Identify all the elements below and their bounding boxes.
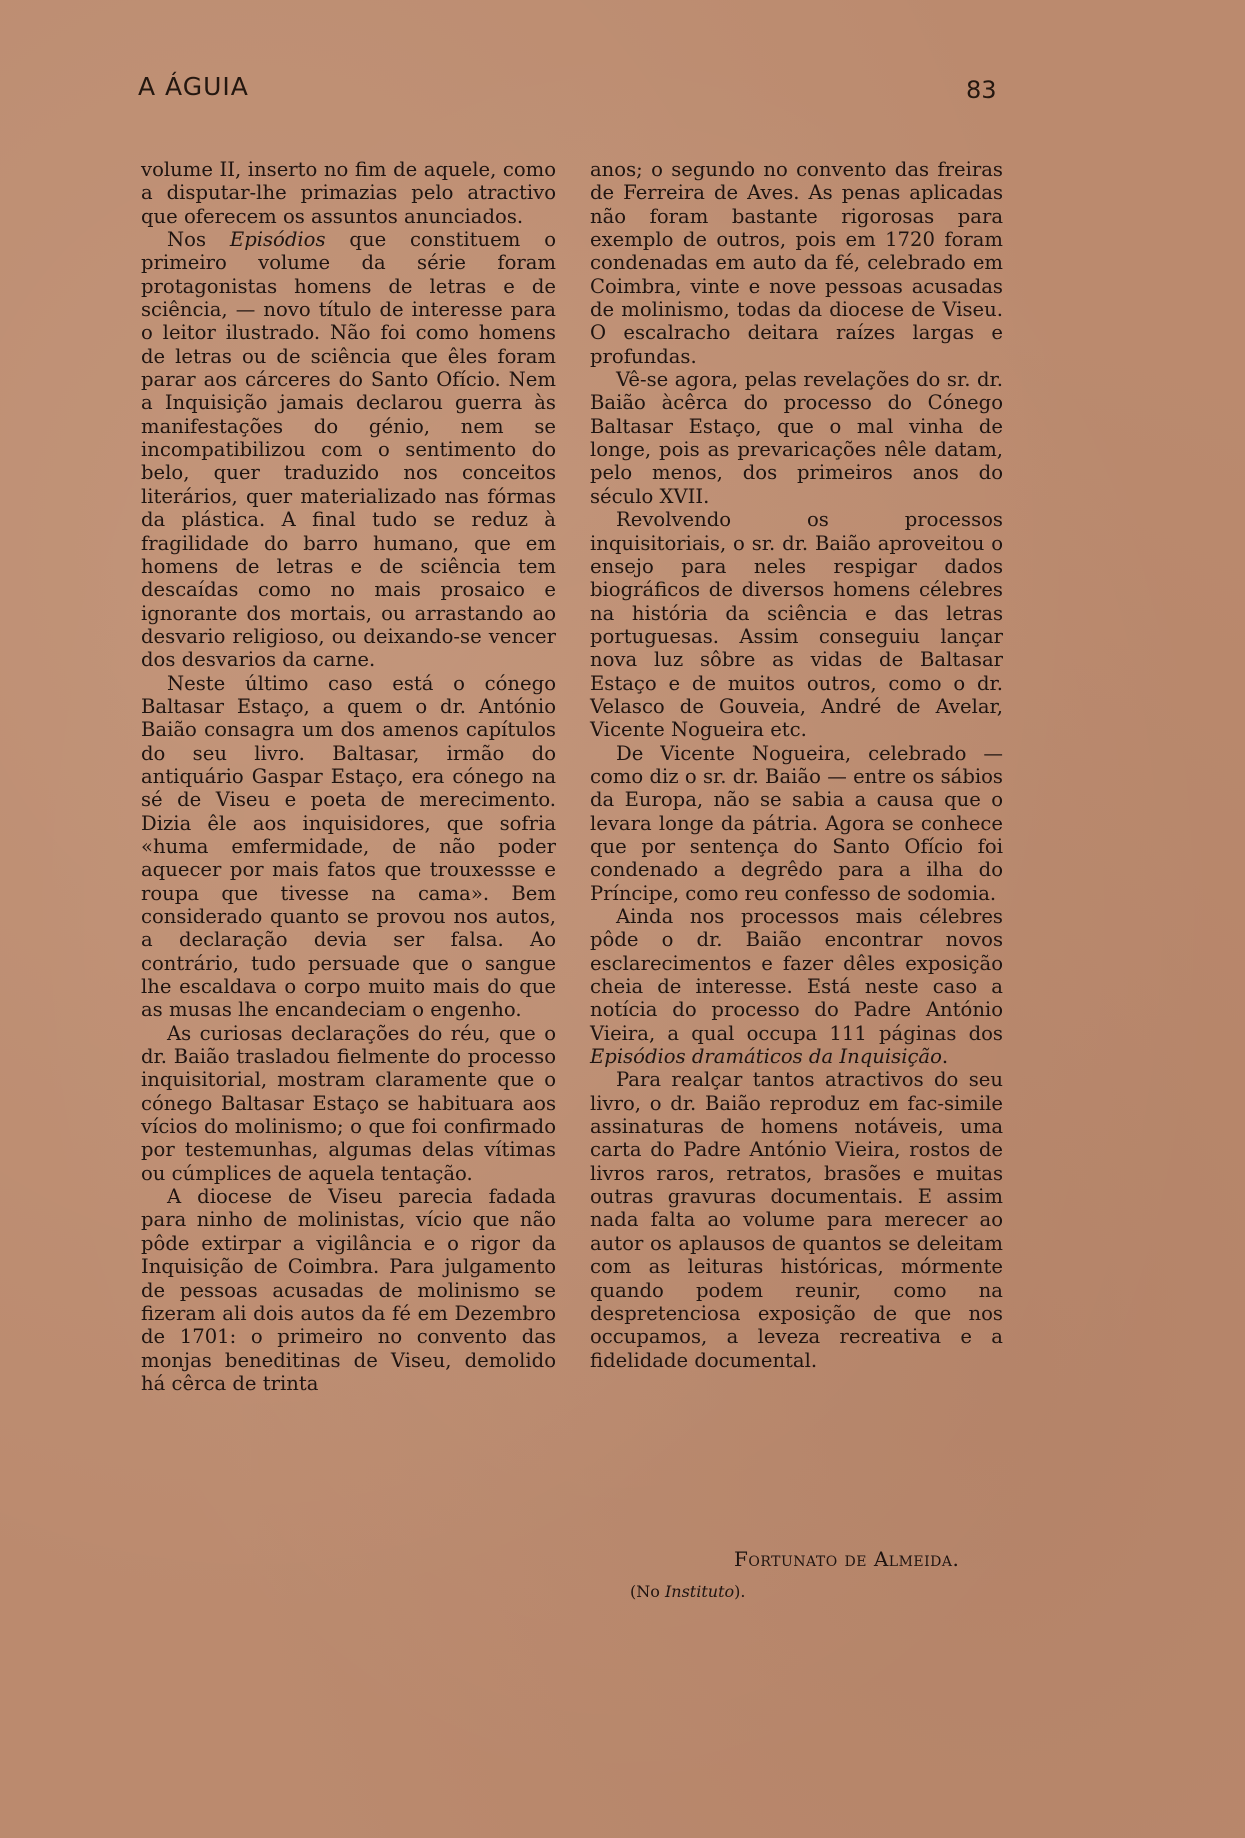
paragraph <box>141 1185 556 1395</box>
text-run: De Vicente Nogueira, celebrado — como diz o sr. dr. Baião — entre os sábios da Europa, não se sabia a causa que o levara longe da pátria. Agora se conhece que por sentença do Santo Ofício foi condenado a degrêdo para a ilha do Príncipe, como reu confesso de sodomia. <box>590 741 1003 905</box>
text-run: volume II, inserto no fim de aquele, como a disputar-lhe primazias pelo atractivo que oferecem os assuntos anunciados. <box>141 158 556 228</box>
left-text-column <box>141 158 556 1395</box>
italic-title: Episódios <box>229 228 326 252</box>
text-run: Revolvendo os processos inquisitoriais, o sr. dr. Baião aproveitou o ensejo para neles respigar dados biográficos de diversos homens célebres na história da sciência e das letras portuguesas. Assim conseguiu lançar nova luz sôbre as vidas de Baltasar Estaço e de muitos outros, como o dr. Velasco de Gouveia, André de Avelar, Vicente Nogueira etc. <box>590 508 1003 742</box>
text-run: Vê-se agora, pelas revelações do sr. dr. Baião àcêrca do processo do Cónego Baltasar Estaço, que o mal vinha de longe, pois as prevaricações nêle datam, pelo menos, dos primeiros anos do século XVII. <box>590 368 1003 508</box>
italic-title: Episódios dramáticos da Inquisição <box>590 1045 942 1069</box>
text-run: Neste último caso está o cónego Baltasar Estaço, a quem o dr. António Baião consagra um dos amenos capítulos do seu livro. Baltasar, irmão do antiquário Gaspar Estaço, era cónego na sé de Viseu e poeta de merecimento. Dizia êle aos inquisidores, que sofria «huma emfermidade, de não poder aquecer por mais fatos que trouxessse e roupa que tivesse na cama». Bem considerado quanto se provou nos autos, a declaração devia ser falsa. Ao contrário, tudo persuade que o sangue lhe escaldava o corpo muito mais do que as musas lhe encandeciam o engenho. <box>141 671 556 1022</box>
text-run: que constituem o primeiro volume da série foram protagonistas homens de letras e de sciência, — novo título de interesse para o leitor ilustrado. Não foi como homens de letras ou de sciência que êles foram parar aos cárceres do Santo Ofício. Nem a Inquisição jamais declarou guerra às manifestações do génio, nem se incompatibilizou com o sentimento do belo, quer traduzido nos conceitos literários, quer materializado nas fórmas da plástica. A final tudo se reduz à fragilidade do barro humano, que em homens de letras e de sciência tem descaídas como no mais prosaico e ignorante dos mortais, ou arrastando ao desvario religioso, ou deixando-se vencer dos desvarios da carne. <box>141 228 556 672</box>
text-run: As curiosas declarações do réu, que o dr. Baião trasladou fielmente do processo inquisitorial, mostram claramente que o cónego Baltasar Estaço se habituara aos vícios do molinismo; o que foi confirmado por testemunhas, algumas delas vítimas ou cúmplices de aquela tentação. <box>141 1021 556 1185</box>
paragraph <box>590 158 1003 368</box>
text-run: Ainda nos processos mais célebres pôde o dr. Baião encontrar novos esclarecimentos e fazer dêles exposição cheia de interesse. Está neste caso a notícia do processo do Padre António Vieira, a qual occupa 111 páginas dos <box>590 905 1003 1045</box>
text-run: . <box>941 1045 949 1069</box>
text-run: Nos <box>167 228 230 252</box>
paragraph <box>141 672 556 1022</box>
source-note <box>630 1582 745 1601</box>
paragraph <box>141 1022 556 1185</box>
author-signature: Fortunato de Almeida. <box>734 1547 960 1571</box>
source-prefix: (No <box>630 1582 665 1601</box>
source-title: Instituto <box>664 1582 735 1601</box>
source-suffix: ). <box>734 1582 746 1601</box>
right-text-column <box>590 158 1003 1372</box>
paragraph <box>590 1068 1003 1371</box>
paragraph <box>141 158 556 228</box>
paragraph <box>141 228 556 672</box>
text-run: anos; o segundo no convento das freiras de Ferreira de Aves. As penas aplicadas não foram bastante rigorosas para exemplo de outros, pois em 1720 foram condenadas em auto da fé, celebrado em Coimbra, vinte e nove pessoas acusadas de molinismo, todas da diocese de Viseu. O escalracho deitara raízes largas e profundas. <box>590 158 1003 368</box>
paragraph <box>590 368 1003 508</box>
running-head: A ÁGUIA <box>138 72 249 101</box>
paragraph <box>590 508 1003 741</box>
text-run: A diocese de Viseu parecia fadada para ninho de molinistas, vício que não pôde extirpar a vigilância e o rigor da Inquisição de Coimbra. Para julgamento de pessoas acusadas de molinismo se fizeram ali dois autos da fé em Dezembro de 1701: o primeiro no convento das monjas beneditinas de Viseu, demolido há cêrca de trinta <box>141 1185 556 1395</box>
paragraph <box>590 905 1003 1068</box>
text-run: Para realçar tantos atractivos do seu livro, o dr. Baião reproduz em fac-simile assinaturas de homens notáveis, uma carta do Padre António Vieira, rostos de livros raros, retratos, brasões e muitas outras gravuras documentais. E assim nada falta ao volume para merecer ao autor os aplausos de quantos se deleitam com as leituras históricas, mórmente quando podem reunir, como na despretenciosa exposição de que nos occupamos, a leveza recreativa e a fidelidade documental. <box>590 1068 1003 1372</box>
paragraph <box>590 742 1003 905</box>
page-number: 83 <box>966 76 997 104</box>
